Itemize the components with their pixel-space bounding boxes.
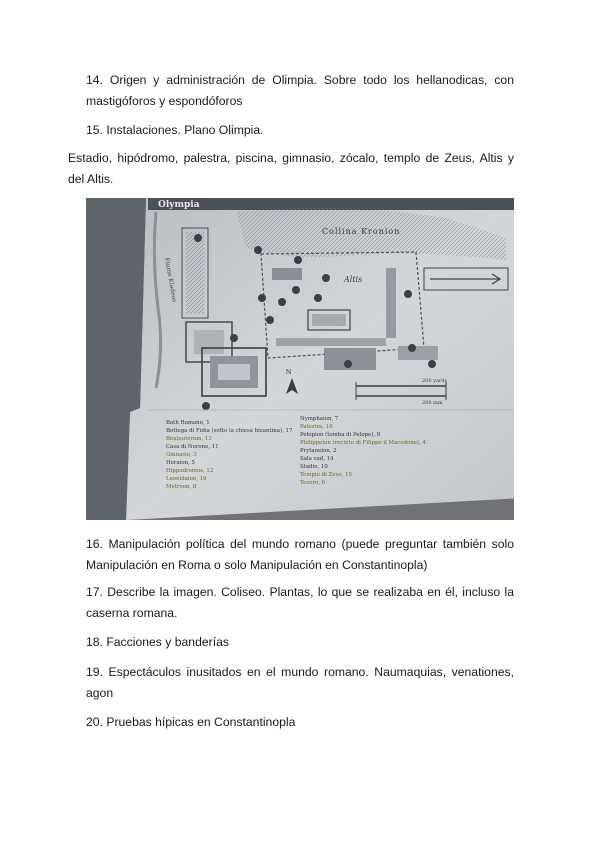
- legend-item: Philippeion (recinto di Filippo il Macedone), 4: [300, 440, 426, 446]
- paragraph-19-line-2: agon: [86, 686, 114, 700]
- legend-item: Metroon, 8: [166, 484, 197, 490]
- paragraph-15-detail-line-1: Estadio, hipódromo, palestra, piscina, gimnasio, zócalo, templo de Zeus, Altis y: [68, 151, 514, 165]
- paragraph-17-line-1: 17. Describe la imagen. Coliseo. Plantas, lo que se realizaba en él, incluso la: [86, 585, 514, 599]
- paragraph-17-line-2: caserna romana.: [86, 606, 178, 620]
- south-building: [398, 346, 438, 360]
- legend-item: Leonidaion, 16: [166, 476, 207, 482]
- legend-item: Bath Romano, 1: [166, 420, 210, 426]
- paragraph-14-line-1: 14. Origen y administración de Olimpia. Sobre todo los hellanodicas, con: [86, 73, 514, 87]
- legend-item: Bottega di Fidia (sotto la chiesa bizantina), 17: [166, 428, 293, 434]
- south-stoa: [276, 338, 386, 346]
- olympia-map-photo: [86, 198, 514, 520]
- paragraph-19: [86, 662, 514, 704]
- legend-item: Heraion, 5: [166, 460, 195, 466]
- legend-item: Ginnasio, 3: [166, 452, 197, 458]
- paragraph-16-line-1: 16. Manipulación política del mundo romano (puede preguntar también solo: [86, 537, 514, 551]
- legend-item: Tesoro, 6: [300, 480, 326, 486]
- paragraph-20: 20. Pruebas hípicas en Constantinopla: [86, 715, 296, 729]
- paragraph-16: [86, 534, 514, 576]
- hill-label: Collina Kronion: [322, 227, 401, 236]
- map-title-bar: [148, 198, 514, 210]
- paragraph-18: 18. Facciones y banderías: [86, 635, 229, 649]
- paragraph-14-line-2: mastigóforos y espondóforos: [86, 94, 243, 108]
- legend-item: Hippodromos, 12: [166, 468, 214, 474]
- legend-item: Tempio di Zeus, 15: [300, 472, 352, 478]
- river-label: Fiume Kladeos: [163, 257, 178, 303]
- paragraph-15: 15. Instalaciones. Plano Olimpia.: [86, 123, 264, 137]
- scale-top-label: 200 yards: [422, 378, 448, 384]
- paragraph-19-line-1: 19. Espectáculos inusitados en el mundo romano. Naumaquias, venationes,: [86, 665, 514, 679]
- paragraph-17: [86, 582, 514, 624]
- legend-item: Sala sud, 14: [300, 456, 334, 462]
- legend-item: Prytaneion, 2: [300, 448, 337, 454]
- paragraph-15-detail: [68, 148, 514, 190]
- map-title: Olympia: [158, 200, 200, 210]
- paragraph-15-detail-line-2: del Altis.: [68, 172, 114, 186]
- echo-stoa: [386, 268, 396, 338]
- legend-item: Pelopion (tomba di Pelope), 9: [300, 432, 381, 438]
- heraion: [272, 268, 302, 280]
- legend-item: Casa di Nerone, 11: [166, 444, 219, 450]
- legend-item: Stadio, 10: [300, 464, 328, 470]
- paragraph-14: [86, 70, 514, 112]
- paragraph-16-line-2: Manipulación en Roma o solo Manipulación en Constantinopla): [86, 558, 428, 572]
- legend-item: Palestra, 18: [300, 424, 333, 430]
- legend-item: Bouleuterion, 13: [166, 436, 212, 442]
- legend-item: Nymphaion, 7: [300, 416, 339, 422]
- svg-text:N: N: [286, 369, 292, 376]
- scale-bottom-label: 200 mm: [422, 400, 443, 406]
- altis-label: Altis: [344, 275, 363, 284]
